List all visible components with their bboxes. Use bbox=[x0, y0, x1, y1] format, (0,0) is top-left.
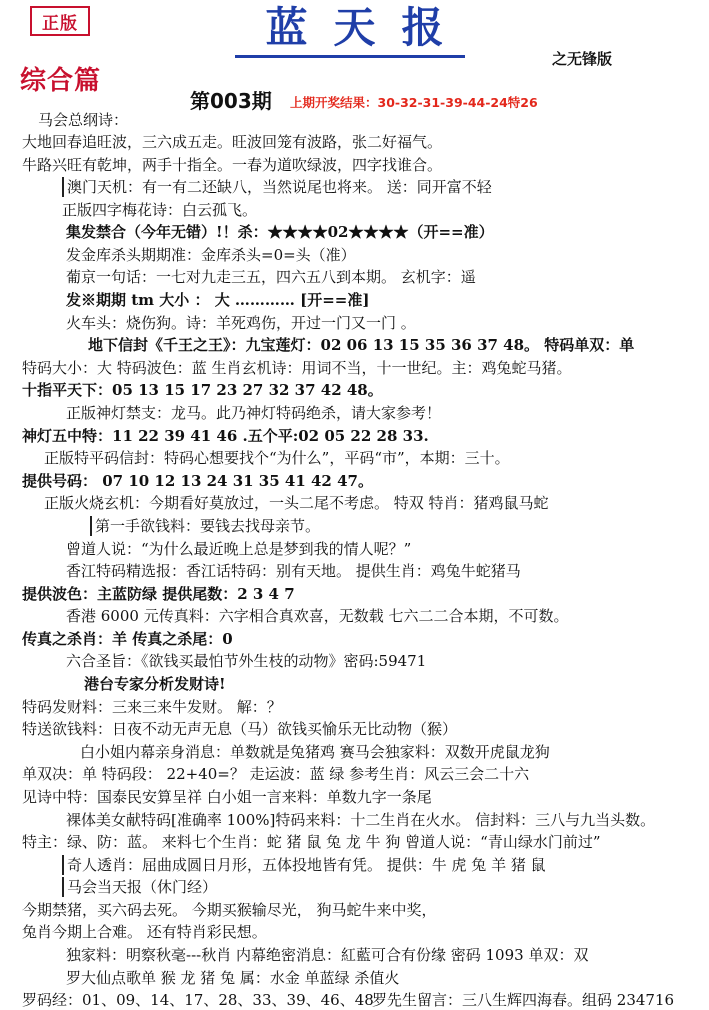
text-line: 罗大仙点歌单 猴 龙 猪 兔 属：水金 单蓝绿 杀值火 bbox=[66, 969, 400, 987]
newspaper-title: 蓝天报 bbox=[265, 3, 470, 52]
text-line: 特主：绿、防：蓝。 来料七个生肖：蛇 猪 鼠 兔 龙 牛 狗 曾道人说：“青山绿水门前过” bbox=[22, 833, 601, 851]
text-line: 提供波色：主蓝防绿 提供尾数：2 3 4 7 bbox=[22, 585, 295, 603]
text-line: 兔肖今期上合难。 还有特肖彩民想。 bbox=[22, 923, 267, 941]
text-line: 正版神灯禁支：龙马。此乃神灯特码绝杀，请大家参考！ bbox=[66, 404, 442, 422]
text-line: 大地回春追旺波，三六成五走。旺波回笼有波路，张二好福气。 bbox=[22, 133, 443, 151]
issue-number: 第003期 bbox=[190, 89, 272, 113]
text-line: 罗先生留言：三八生辉四海春。组码 234716 bbox=[372, 991, 675, 1009]
text-line: 特码大小：大 特码波色：蓝 生肖玄机诗：用词不当，十一世纪。主：鸡兔蛇马猪。 bbox=[22, 359, 572, 377]
text-line: 十指平天下：05 13 15 17 23 27 32 37 42 48。 bbox=[22, 381, 383, 399]
text-line: 裸体美女献特码[准确率 100%]特码来料：十二生肖在火水。 信封料：三八与九当头数。 bbox=[66, 811, 656, 829]
text-line: 马会总纲诗： bbox=[38, 111, 129, 129]
text-line: 传真之杀肖：羊 传真之杀尾：0 bbox=[22, 630, 233, 648]
text-line: 港台专家分析发财诗! bbox=[84, 675, 226, 693]
text-line: 白小姐内幕亲身消息：单数就是兔猪鸡 赛马会独家料：双数开虎鼠龙狗 bbox=[80, 743, 550, 761]
text-line: 香江特码精选报：香江话特码：别有天地。 提供生肖：鸡兔牛蛇猪马 bbox=[66, 562, 521, 580]
text-line: 神灯五中特：11 22 39 41 46 .五个平:02 05 22 28 33. bbox=[22, 427, 429, 445]
text-line: 集发禁合（今年无错）!！杀：★★★★02★★★★（开==准） bbox=[66, 223, 494, 241]
text-line: 发金库杀头期期准：金库杀头=0=头（准） bbox=[66, 246, 356, 264]
text-line: 地下信封《千王之王》：九宝莲灯：02 06 13 15 35 36 37 48。 特码单双：单 bbox=[88, 336, 635, 354]
text-line: 正版四字梅花诗：白云孤飞。 bbox=[62, 201, 258, 219]
text-line: 特送欲钱料：日夜不动无声无息（马）欲钱买愉乐无比动物（猴） bbox=[22, 720, 458, 738]
text-line: 独家料：明察秋毫---秋肖 内幕绝密消息：紅藍可合有份缘 密码 1093 单双：双 bbox=[66, 946, 589, 964]
genuine-edition-stamp: 正版 bbox=[30, 6, 90, 36]
text-line: 见诗中特：国泰民安算呈祥 白小姐一言来料：单数九字一条尾 bbox=[22, 788, 432, 806]
text-line: 马会当天报（休门经） bbox=[62, 877, 217, 897]
text-line: 香港 6000 元传真料：六字相合真欢喜，无数载 七六二二合本期，不可数。 bbox=[66, 607, 569, 625]
text-line: 今期禁猪，买六码去死。 今期买猴输尽光， 狗马蛇牛来中奖， bbox=[22, 901, 437, 919]
text-line: 澳门天机：有一有二还缺八，当然说尾也将来。 送：同开富不轻 bbox=[62, 177, 492, 197]
text-line: 牛路兴旺有乾坤，两手十指全。一春为道吹绿波，四字找谁合。 bbox=[22, 156, 443, 174]
text-line: 单双决：单 特码段： 22+40=？ 走运波：蓝 绿 参考生肖：风云三会二十六 bbox=[22, 765, 530, 783]
text-line: 提供号码： 07 10 12 13 24 31 35 41 42 47。 bbox=[22, 472, 373, 490]
text-line: 火车头：烧伤狗。诗：羊死鸡伤，开过一门又一门 。 bbox=[66, 314, 416, 332]
text-line: 正版火烧玄机：今期看好莫放过，一头二尾不考虑。 特双 特肖：猪鸡鼠马蛇 bbox=[44, 494, 549, 512]
text-line: 罗码经：01、09、14、17、28、33、39、46、48 bbox=[22, 991, 374, 1009]
section-title: 综合篇 bbox=[20, 66, 102, 96]
edition-label: 之无锋版 bbox=[552, 50, 613, 68]
text-line: 曾道人说：“为什么最近晚上总是梦到我的情人呢？” bbox=[66, 540, 412, 558]
text-line: 六合圣旨：《欲钱买最怕节外生枝的动物》密码:59471 bbox=[66, 652, 427, 670]
text-line: 正版特平码信封：特码心想要找个“为什么”，平码“市”，本期：三十。 bbox=[44, 449, 510, 467]
text-line: 第一手欲钱料：要钱去找母亲节。 bbox=[90, 516, 320, 536]
text-line: 发※期期 tm 大小 ： 大 ………… [开==准] bbox=[66, 291, 370, 309]
title-underline bbox=[235, 55, 465, 58]
text-line: 特码发财料：三来三来牛发财。 解：？ bbox=[22, 698, 282, 716]
text-line: 葡京一句话：一七对九走三五，四六五八到本期。 玄机字：遥 bbox=[66, 268, 476, 286]
text-line: 奇人透肖：屈曲成圆日月形，五体投地皆有凭。 提供：牛 虎 兔 羊 猪 鼠 bbox=[62, 855, 546, 875]
last-draw-result: 上期开奖结果：30-32-31-39-44-24特26 bbox=[290, 95, 538, 110]
